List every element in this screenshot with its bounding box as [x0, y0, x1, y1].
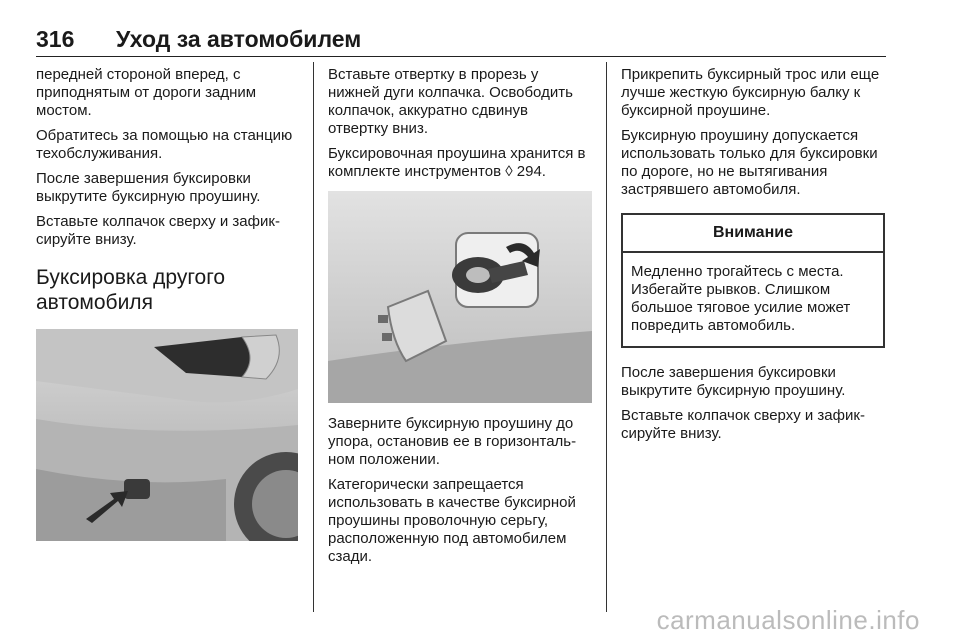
watermark: carmanualsonline.info	[656, 605, 920, 635]
chapter-title: Уход за автомобилем	[116, 26, 362, 52]
car-rear-illustration	[36, 329, 298, 541]
paragraph: передней стороной вперед, с приподнятым от дороги задним мостом.	[36, 66, 257, 119]
warning-text: Медленно трогайтесь с места. Избегайте рывков. Слишком большое тяговое усилие может повредить автомобиль.	[631, 263, 851, 334]
paragraph: Буксирную проушину допускается использовать только для буксировки по дороге, но не вытягивания застрявшего автомобиля.	[621, 127, 878, 198]
paragraph: Прикрепить буксирный трос или еще лучше жесткую буксирную балку к буксирной проушине.	[621, 66, 880, 119]
column-3	[621, 66, 885, 450]
column-divider	[313, 62, 314, 612]
section-heading: Буксировка другого автомобиля	[36, 266, 226, 314]
warning-title: Внимание	[623, 215, 883, 253]
page-number: 316	[36, 26, 75, 52]
paragraph: Вставьте отвертку в прорезь у нижней дуги колпачка. Освободить колпачок, аккуратно сдвинув отвертку вниз.	[328, 66, 573, 137]
column-1	[36, 66, 298, 553]
page-header	[36, 26, 886, 57]
paragraph: Буксировочная проушина хранится в комплекте инструментов ◊ 294.	[328, 145, 586, 180]
towing-eye-illustration	[328, 191, 592, 403]
paragraph: После завершения буксировки выкрутите буксирную проушину.	[36, 170, 261, 205]
paragraph: После завершения буксировки выкрутите буксирную проушину.	[621, 364, 846, 399]
paragraph: Вставьте колпачок сверху и зафиксируйте внизу.	[36, 213, 280, 248]
warning-box	[621, 213, 885, 348]
paragraph: Категорически запрещается использовать в качестве буксирной проушины проволочную серьгу, расположенную под автомобилем сзади.	[328, 476, 576, 565]
column-divider	[606, 62, 607, 612]
paragraph: Вставьте колпачок сверху и зафиксируйте внизу.	[621, 407, 865, 442]
column-2	[328, 66, 592, 573]
paragraph: Обратитесь за помощью на станцию техобслуживания.	[36, 127, 293, 162]
paragraph: Заверните буксирную проушину до упора, остановив ее в горизонтальном положении.	[328, 415, 577, 468]
